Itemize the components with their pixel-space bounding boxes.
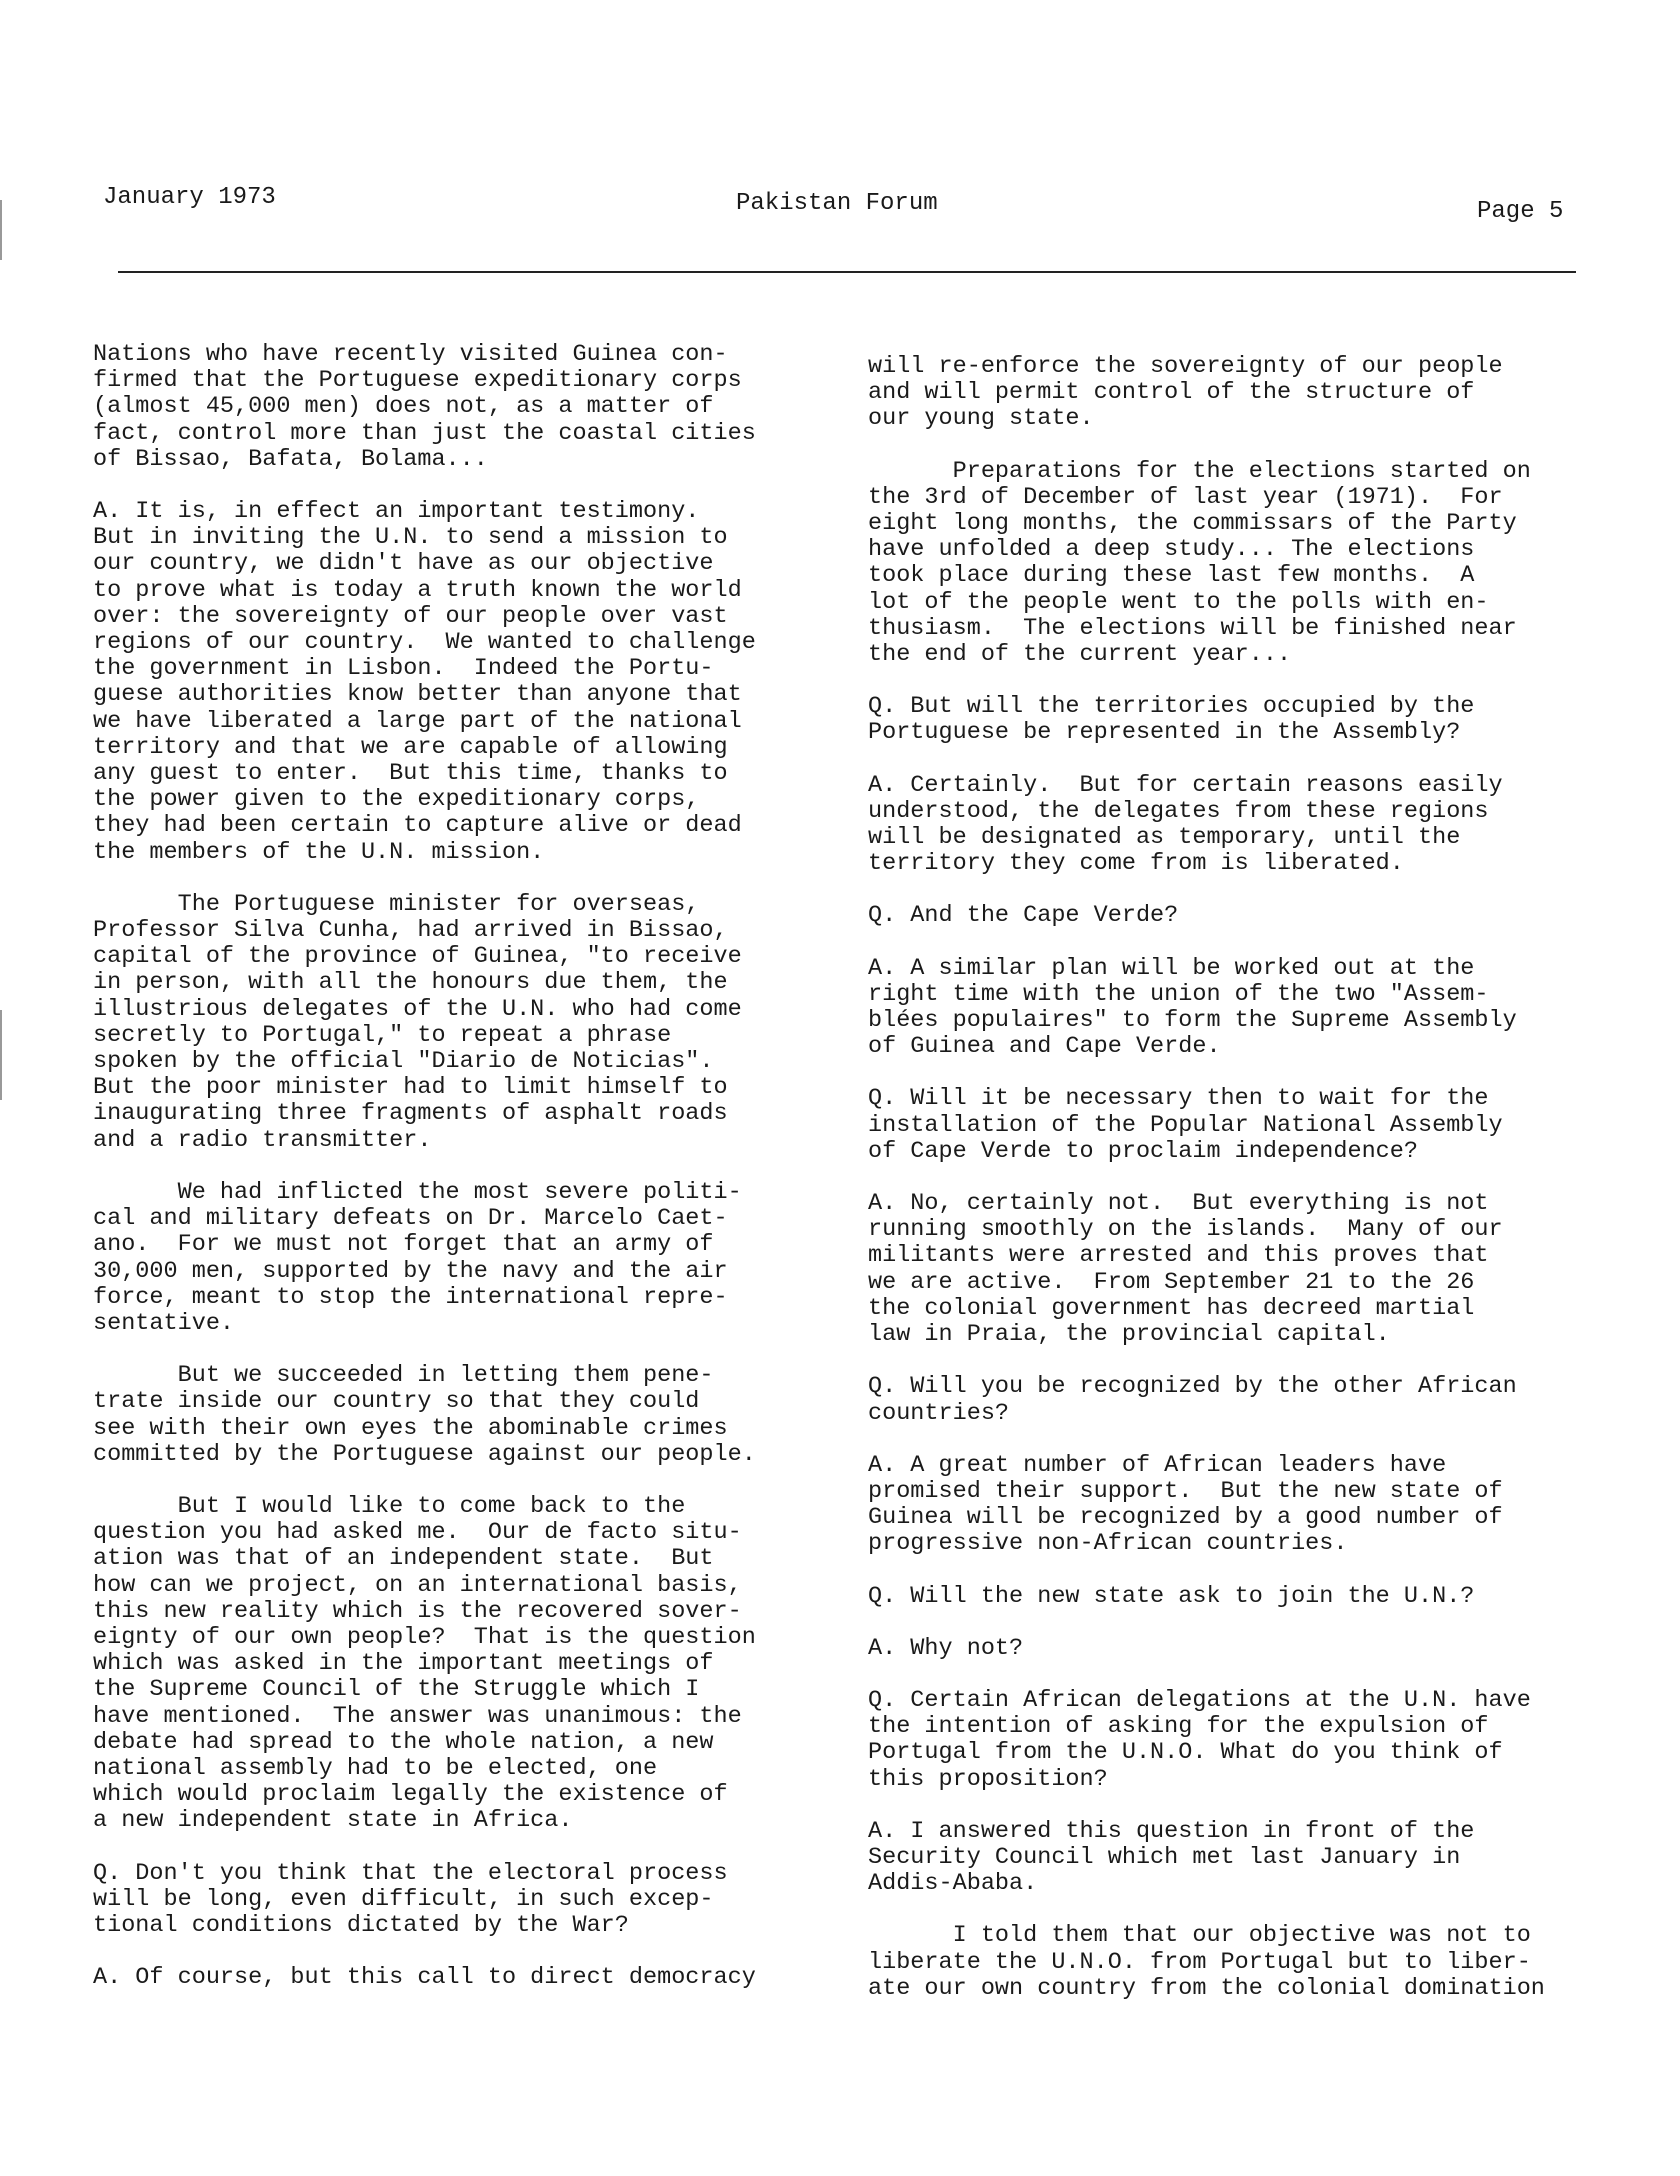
right-column (868, 354, 1628, 2028)
page-header (0, 184, 1680, 224)
scan-margin-mark (0, 200, 2, 260)
left-paragraph: Q. Don't you think that the electoral process will be long, even difficult, in such excep- tional conditions dictated by the War? (93, 1859, 728, 1939)
right-paragraph: Q. Will the new state ask to join the U.N.? (868, 1582, 1475, 1610)
header-page-number: Page 5 (1477, 198, 1564, 225)
scan-margin-mark (0, 1010, 2, 1100)
right-paragraph: I told them that our objective was not to liberate the U.N.O. from Portugal but to liber- ate our own country from the colonial domination (868, 1922, 1545, 2002)
right-paragraph: A. A similar plan will be worked out at the right time with the union of the two "Assem- blées populaires" to form the Supreme Assembly of Guinea and Cape Verde. (868, 954, 1517, 1061)
right-paragraph: Q. But will the territories occupied by the Portuguese be represented in the Assembly? (868, 693, 1475, 747)
right-paragraph: Q. Certain African delegations at the U.N. have the intention of asking for the expulsion of Portugal from the U.N.O. What do you think of this proposition? (868, 1686, 1531, 1793)
header-date: January 1973 (103, 184, 276, 211)
right-paragraph: A. I answered this question in front of the Security Council which met last January in Addis-Ababa. (868, 1817, 1475, 1898)
right-paragraph: will re-enforce the sovereignty of our people and will permit control of the structure of our young state. (868, 353, 1503, 433)
left-column (93, 342, 853, 2017)
left-paragraph: We had inflicted the most severe politi- cal and military defeats on Dr. Marcelo Caet- ano. For we must not forget that an army of 30,000 men, supported by the navy and the air force, meant to stop the international repre- sentative. (93, 1178, 742, 1337)
right-paragraph: A. No, certainly not. But everything is not running smoothly on the islands. Many of our militants were arrested and this proves that we are active. From September 21 to the 26 the colonial government has decreed martial law in Praia, the provincial capital. (868, 1190, 1503, 1349)
right-paragraph: Q. Will it be necessary then to wait for the installation of the Popular National Assembly of Cape Verde to proclaim independence? (868, 1085, 1503, 1165)
header-rule (118, 271, 1576, 273)
right-paragraph: A. A great number of African leaders have promised their support. But the new state of Guinea will be recognized by a good number of progressive non-African countries. (868, 1451, 1503, 1558)
right-paragraph: Q. Will you be recognized by the other African countries? (868, 1373, 1517, 1427)
right-paragraph: A. Certainly. But for certain reasons easily understood, the delegates from these regions will be designated as temporary, until the territory they come from is liberated. (868, 771, 1503, 878)
header-publication: Pakistan Forum (736, 190, 938, 217)
right-paragraph: Q. And the Cape Verde? (868, 902, 1179, 930)
left-paragraph: A. It is, in effect an important testimony. But in inviting the U.N. to send a mission to our country, we didn't have as our objective to prove what is today a truth known the world over: the sovereignty of our people over vast regions of our country. We wanted to challenge the government in Lisbon. Indeed the Portu- guese authorities know better than anyone that we have liberated a large part of the national territory and that we are capable of allowing any guest to enter. But this time, thanks to the power given to the expeditionary corps, they had been certain to capture alive or dead the members of the U.N. mission. (93, 498, 756, 866)
right-paragraph: Preparations for the elections started on the 3rd of December of last year (1971). For eight long months, the commissars of the Party have unfolded a deep study... The elections took place during these last few months. A lot of the people went to the polls with en- thusiasm. The elections will be finished near the end of the current year... (868, 457, 1531, 669)
left-paragraph: But we succeeded in letting them pene- trate inside our country so that they could see with their own eyes the abominable crimes committed by the Portuguese against our people. (93, 1362, 756, 1468)
right-paragraph: A. Why not? (868, 1634, 1024, 1662)
left-paragraph: Nations who have recently visited Guinea con- firmed that the Portuguese expeditionary corps (almost 45,000 men) does not, as a matter of fact, control more than just the coastal cities of Bissao, Bafata, Bolama... (93, 341, 756, 473)
left-paragraph: But I would like to come back to the question you had asked me. Our de facto situ- ation was that of an independent state. But how can we project, on an international basis, this new reality which is the recovered sover- eignty of our own people? That is the question which was asked in the important meetings of the Supreme Council of the Struggle which I have mentioned. The answer was unanimous: the debate had spread to the whole nation, a new national assembly had to be elected, one which would proclaim legally the existence of a new independent state in Africa. (93, 1492, 756, 1835)
left-paragraph: The Portuguese minister for overseas, Professor Silva Cunha, had arrived in Bissao, capital of the province of Guinea, "to receive in person, with all the honours due them, the illustrious delegates of the U.N. who had come secretly to Portugal," to repeat a phrase spoken by the official "Diario de Noticias". But the poor minister had to limit himself to inaugurating three fragments of asphalt roads and a radio transmitter. (93, 890, 742, 1154)
left-paragraph: A. Of course, but this call to direct democracy (93, 1964, 756, 1992)
